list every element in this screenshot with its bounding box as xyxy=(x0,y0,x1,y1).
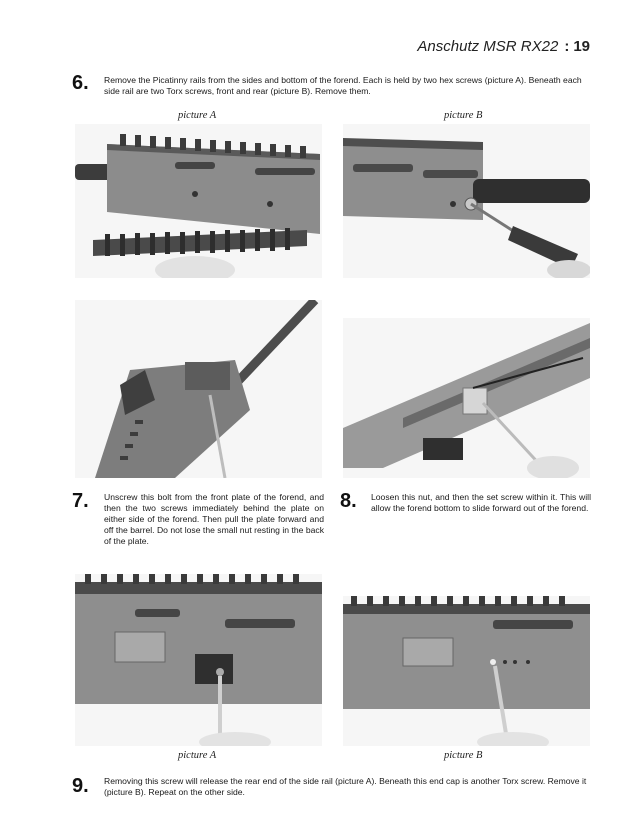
photo-front-plate xyxy=(75,300,322,478)
photo-rails-removal-a xyxy=(75,124,322,278)
caption-top-right: picture B xyxy=(444,110,483,121)
photo-rear-screw-a xyxy=(75,574,322,746)
book-title: Anschutz MSR RX22 xyxy=(417,38,559,55)
step-6-text: Remove the Picatinny rails from the sides and bottom of the forend. Each is held by two hex screws (picture A). Beneath each side rail are two Torx screws, front and rear (picture B). Remove them. xyxy=(104,75,582,96)
header-separator: : xyxy=(564,38,570,55)
photo-nut-set-screw xyxy=(343,318,590,478)
step-9-number: 9. xyxy=(72,775,89,797)
page-number: 19 xyxy=(573,38,590,55)
page-header xyxy=(417,38,590,55)
step-9-text: Removing this screw will release the rear end of the side rail (picture A). Beneath this end cap is another Torx screw. Remove it (picture B). Repeat on the other side. xyxy=(104,776,587,797)
step-7-text: Unscrew this bolt from the front plate of the forend, and then the two screws immediately behind the plate on either side of the forend. Then pull the plate forward and off the barrel. Do not lose the small nut resting in the back of the plate. xyxy=(104,492,324,546)
caption-bottom-left: picture A xyxy=(178,750,217,761)
step-8-number: 8. xyxy=(340,490,357,512)
photo-rails-removal-b xyxy=(343,124,590,278)
photo-rear-screw-b xyxy=(343,596,590,746)
step-6-number: 6. xyxy=(72,72,89,94)
step-8-text: Loosen this nut, and then the set screw within it. This will allow the forend bottom to slide forward out of the forend. xyxy=(371,492,591,513)
step-7-number: 7. xyxy=(72,490,89,512)
caption-top-left: picture A xyxy=(178,110,217,121)
caption-bottom-right: picture B xyxy=(444,750,483,761)
